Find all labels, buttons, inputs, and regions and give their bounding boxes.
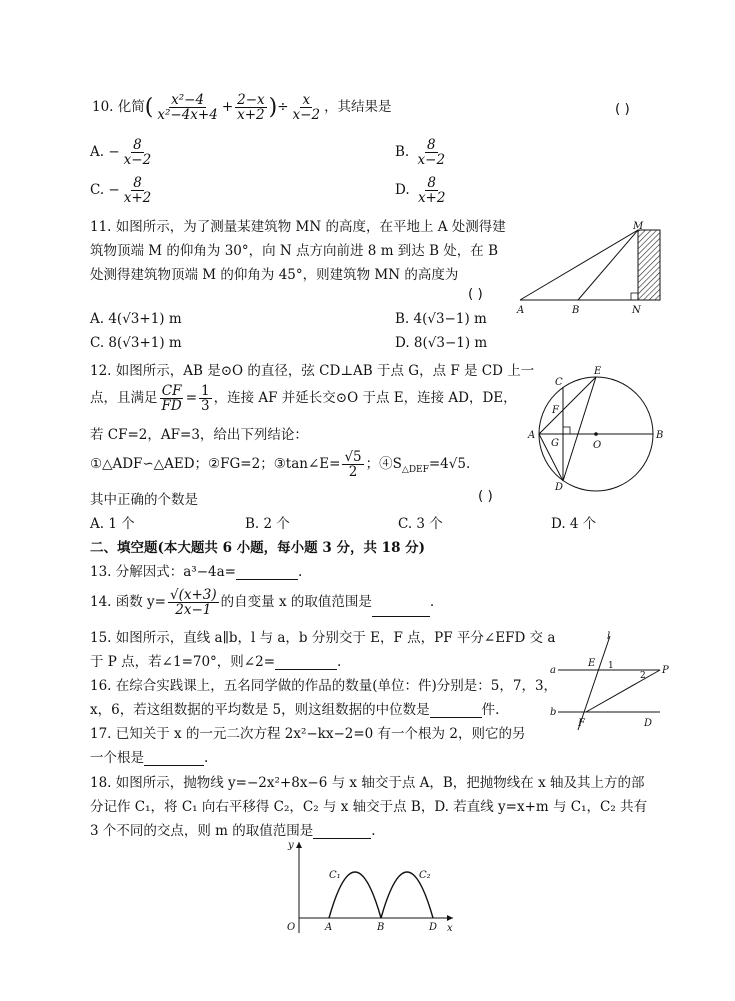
q18-label-o: O (287, 922, 296, 933)
q12-label-c: C (555, 377, 563, 388)
q11-option-b[interactable]: B. 4(√3−1) m (395, 311, 487, 327)
q12-label-f: F (552, 405, 559, 416)
q15-blank[interactable] (275, 669, 337, 670)
q10-op2: ÷ (277, 99, 289, 116)
q11-option-a[interactable]: A. 4(√3+1) m (90, 311, 182, 327)
q12-option-a[interactable]: A. 1 个 (90, 516, 135, 532)
q12-line1: 12. 如图所示，AB 是⊙O 的直径，弦 CD⊥AB 于点 G，点 F 是 CD 上一 (90, 363, 535, 379)
section-2-heading: 二、填空题(本大题共 6 小题，每小题 3 分，共 18 分) (90, 540, 426, 556)
q15-label-f: F (578, 718, 585, 729)
q10-option-b[interactable]: B. $\frac{8}{x-2}$ (395, 137, 446, 169)
q18-label-b: B (377, 922, 385, 933)
q14-blank[interactable] (372, 616, 430, 617)
q15-label-d: D (644, 718, 653, 729)
q12-label-d: D (555, 482, 564, 492)
q12-label-a: A (528, 430, 536, 441)
q10-stem: 10. 化简( $\frac{\text{x²−4}}{\text{x²−4x+4}}$ + $\frac{2-x}{x+2}$ )÷ $\frac{x}{x-2}$ ，其结果是 (92, 92, 392, 124)
q15-label-p: P (662, 665, 669, 676)
q10-frac2: $\frac{2-x}{x+2}$ (237, 92, 265, 124)
q16-line1: 16. 在综合实践课上，五名同学做的作品的数量(单位：件)分别是：5，7，3， (90, 678, 558, 694)
q16-blank[interactable] (430, 717, 482, 718)
q15-parallel-figure (548, 630, 678, 735)
q11-option-d[interactable]: D. 8(√3−1) m (395, 335, 488, 351)
q11-building-figure (510, 218, 670, 318)
q16-line2: x，6，若这组数据的平均数是 5，则这组数据的中位数是 件. (90, 702, 500, 718)
q12-answer-paren: ( ) (478, 488, 493, 504)
q18-label-c2: C₂ (419, 870, 431, 881)
q17-blank[interactable] (144, 765, 204, 766)
q11-building (638, 230, 660, 300)
q11-line3: 处测得建筑物顶端 M 的仰角为 45°，则建筑物 MN 的高度为 (90, 267, 459, 283)
q18-label-x: x (447, 923, 453, 934)
q17-line2: 一个根是 . (90, 750, 209, 766)
q18-label-a: A (325, 922, 333, 933)
q15-label-a: a (550, 665, 556, 676)
q12-line5: 其中正确的个数是 (90, 492, 198, 508)
q18-line1: 18. 如图所示，抛物线 y=−2x²+8x−6 与 x 轴交于点 A，B，把抛物线在 x 轴及其上方的部 (90, 775, 645, 791)
q11-answer-paren: ( ) (468, 286, 483, 302)
q17-line1: 17. 已知关于 x 的一元二次方程 2x²−kx−2=0 有一个根为 2，则它的另 (90, 726, 526, 742)
q18-line2: 分记作 C₁，将 C₁ 向右平移得 C₂，C₂ 与 x 轴交于点 B，D. 若直线 y=x+m 与 C₁，C₂ 共有 (90, 799, 648, 815)
q11-label-n: N (632, 305, 641, 316)
q18-label-d: D (429, 922, 438, 933)
q11-label-b: B (572, 305, 580, 316)
q13-blank[interactable] (236, 579, 298, 580)
q10-frac1: $\frac{\text{x²−4}}{\text{x²−4x+4}}$ (157, 92, 218, 124)
q10-lead: 10. 化简 (92, 99, 145, 116)
q15-label-2: 2 (640, 671, 646, 681)
q15-label-b: b (550, 707, 557, 718)
q15-label-e: E (588, 658, 596, 669)
q10-frac3: $\frac{x}{x-2}$ (292, 92, 321, 124)
q11-line1: 11. 如图所示，为了测量某建筑物 MN 的高度，在平地上 A 处测得建 (90, 219, 506, 235)
q12-label-o: O (593, 440, 602, 451)
q10-option-c[interactable]: C. − $\frac{8}{x+2}$ (90, 175, 152, 207)
q15-label-1: 1 (608, 661, 614, 671)
q12-option-b[interactable]: B. 2 个 (245, 516, 290, 532)
q10-op1: + (221, 99, 234, 116)
q10-option-d[interactable]: D. $\frac{8}{x+2}$ (395, 175, 446, 207)
q18-label-c1: C₁ (329, 870, 341, 881)
q10-answer-paren: ( ) (615, 101, 630, 117)
q12-label-b: B (656, 430, 664, 441)
q15-line1: 15. 如图所示，直线 a∥b，l 与 a，b 分别交于 E，F 点，PF 平分∠EFD 交 a (90, 630, 556, 646)
q18-line3: 3 个不同的交点，则 m 的取值范围是 . (90, 823, 376, 839)
q13: 13. 分解因式：a³−4a= . (90, 564, 303, 580)
q12-line2: 点，且满足 $\frac{CF}{FD}$ = $\frac{1}{3}$ ，连接 AF 并延长交⊙O 于点 E，连接 AD，DE， (90, 383, 517, 415)
q12-option-d[interactable]: D. 4 个 (551, 516, 597, 532)
q15-line2: 于 P 点，若∠1=70°，则∠2= . (90, 654, 342, 670)
q10-tail: ，其结果是 (324, 99, 392, 116)
q18-parabola-figure (283, 838, 463, 938)
q12-label-e: E (594, 366, 602, 377)
q18-label-y: y (288, 840, 294, 851)
q12-label-g: G (551, 438, 559, 449)
q12-line3: 若 CF=2，AF=3，给出下列结论： (90, 427, 308, 443)
q11-label-m: M (633, 221, 644, 232)
q11-label-a: A (517, 305, 525, 316)
q11-option-c[interactable]: C. 8(√3+1) m (90, 335, 182, 351)
q14: 14. 函数 y= $\frac{√(x+3)}{2x-1}$ 的自变量 x 的取值范围是 . (90, 587, 435, 619)
q12-circle-figure (523, 362, 673, 492)
q15-label-l: l (607, 631, 611, 642)
q11-line2: 筑物顶端 M 的仰角为 30°，向 N 点方向前进 8 m 到达 B 处，在 B (90, 243, 498, 259)
q10-option-a[interactable]: A. − $\frac{8}{x-2}$ (90, 137, 152, 169)
q12-option-c[interactable]: C. 3 个 (398, 516, 443, 532)
q12-line4: ①△ADF∽△AED；②FG=2；③tan∠E= $\frac{√5}{2}$ ；$④S_{\triangle DEF}=4√5$. (90, 449, 471, 481)
